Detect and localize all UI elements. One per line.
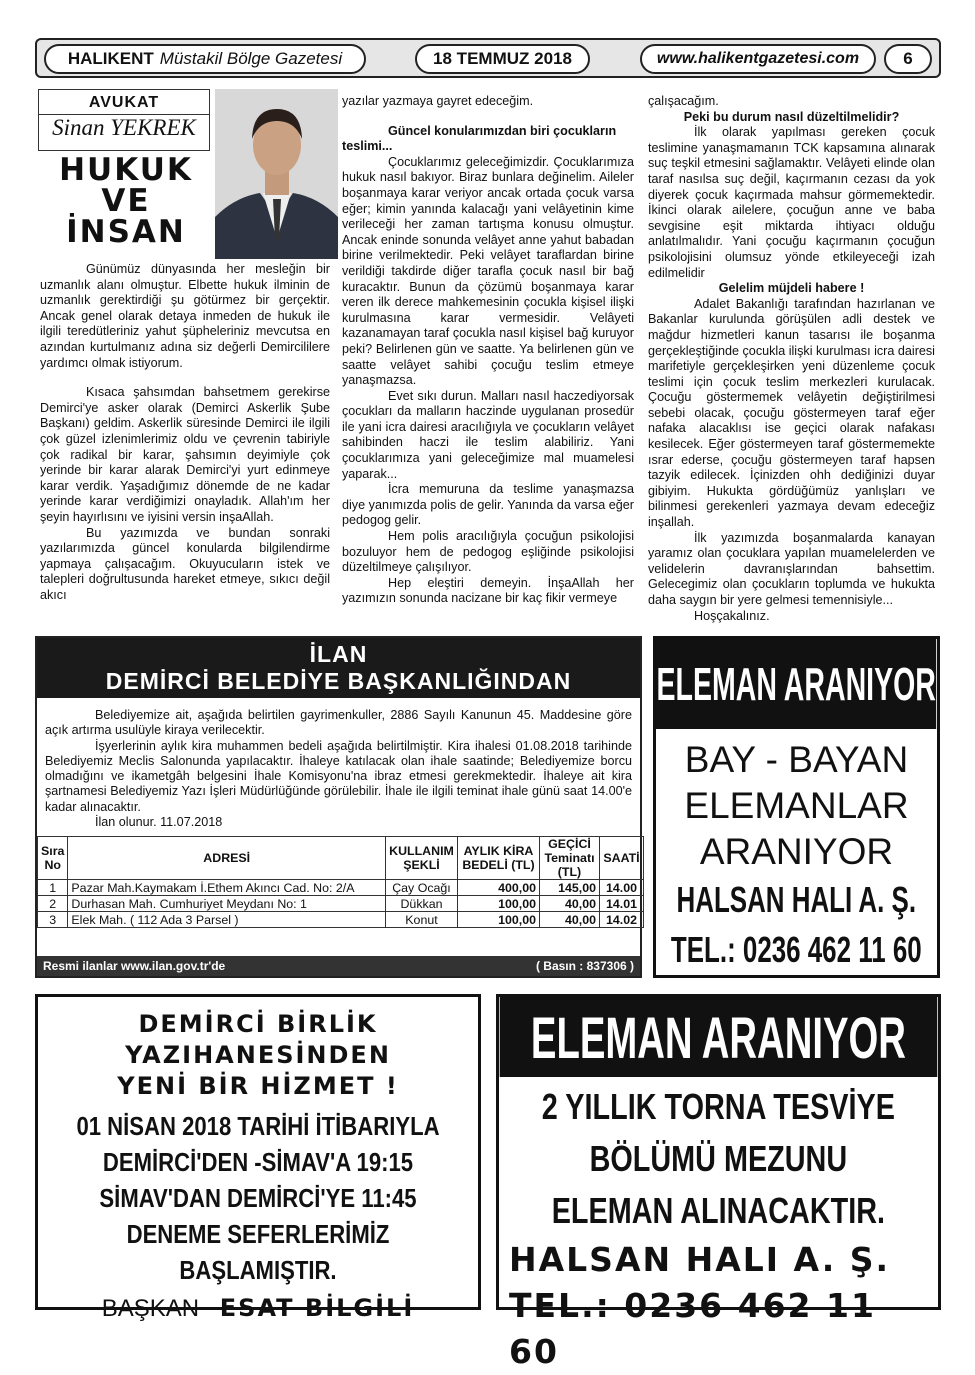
column-title-line: İNSAN: [66, 214, 186, 250]
footer-left: Resmi ilanlar www.ilan.gov.tr'de: [43, 959, 226, 973]
table-cell: 1: [38, 880, 68, 896]
column-3: [648, 94, 935, 624]
table-cell: 400,00: [458, 880, 540, 896]
table-cell: 40,00: [540, 912, 600, 928]
table-cell: 14.02: [600, 912, 644, 928]
paper-title: HALIKENT: [67, 49, 154, 68]
issue-date: 18 TEMMUZ 2018: [415, 44, 590, 74]
ad-line: ELEMANLAR: [684, 785, 909, 826]
ad-line: 2 YILLIK TORNA TESVİYE: [541, 1086, 896, 1127]
paragraph: Adalet Bakanlığı tarafından hazırlanan ve Bakanlar kurulunda görüşülen adli destek ve mağdur hizmetleri kanun tasarısı ile boşanma gerçekleştiğinde çocukla ilişki kurulması icra dairesi marifetiyle gerçekleşirken yeni düzenleme çocuk teslimi için çocuk teslim merkezleri kurulacak. Çocuğu göstermemek velâyetin değiştirilmesi sebebi olacak, çocuğu göstermeyen taraf eğer nafaka alacaklısı ise geçici olarak nafakası kesilecek. Eğer göstermeyen taraf göstermemekte ısrar ederse, çocuğu göstermeyen taraf hapsen tazyik edilecek. İçinizden ohh dediğinizi duyar gibiyim. Hukukta gördüğümüz yanlışları ve bilinmesi gerekenleri yazmaya devam edeceğiz inşallah.: [648, 296, 935, 530]
table-header: Sıra No: [38, 837, 68, 880]
paragraph: Hem polis aracılığıyla çocuğun psikolojisi bozuluyor hem de pedogog eşliğinde psikolojisi düzeltilmeye çalışılıyor.: [342, 529, 634, 575]
paragraph: Belediyemize ait, aşağıda belirtilen gayrimenkuller, 2886 Sayılı Kanunun 45. Maddesine göre açık artırma usulüyle kiraya verilecektir.: [45, 708, 632, 738]
table-cell: Çay Ocağı: [386, 880, 458, 896]
table-cell: Durhasan Mah. Cumhuriyet Meydanı No: 1: [68, 896, 386, 912]
ad-line: 01 NİSAN 2018 TARİHİ İTİBARIYLA: [76, 1111, 440, 1141]
paragraph: İlk yazımızda boşanmalarda kanayan yaramız olan çocuklara yapılan muamelelerden ve velidelerin davranışlarından bahsettim. Gelecegimiz olan çocukların toplumda ve hukukta daha saygın bir yere gelmesi temennisiyle...: [648, 530, 935, 607]
paragraph: İşyerlerinin aylık kira muhammen bedeli aşağıda belirtilmiştir. Kira ihalesi 01.08.2018 tarihinde Belediyemiz Meclis Salonunda yapılacaktır. İhaleye katılacak olan ihale saatinde; Belediyemize borcu olmadığını ve ikametgâh belgesini İhale Komisyonu'na ibraz etmesi gerekmektedir. İhaleye ait kira şartnamesi Belediyemiz Yazı İşleri Müdürlüğünde görülebilir. İhale ile ilgili teminat ihale günü saat 14.00'e kadar alınacaktır.: [45, 738, 632, 814]
column-2: [342, 94, 634, 607]
ad-line: ELEMAN ALINACAKTIR.: [551, 1190, 886, 1231]
ad-line: DENEME SEFERLERİMİZ: [126, 1219, 390, 1249]
table-header-row: [38, 837, 644, 880]
table-header: SAATİ: [600, 837, 644, 880]
paragraph: Bu yazımızda ve bundan sonraki yazılarımızda güncel konularda bilgilendirme yapmaya çalışacağım. Okuyucuların istek ve talepleri doğrultusunda hareket etmeye, sıkıcı değil akıcı: [40, 525, 330, 602]
table-header: GEÇİCİ Teminatı (TL): [540, 837, 600, 880]
table-cell: 100,00: [458, 912, 540, 928]
page-number: 6: [884, 44, 932, 74]
table-cell: 14.01: [600, 896, 644, 912]
table-header: KULLANIM ŞEKLİ: [386, 837, 458, 880]
paper-subtitle: Müstakil Bölge Gazetesi: [159, 49, 343, 68]
notice-footer: [37, 956, 640, 976]
ad-line: YENİ BİR HİZMET !: [117, 1072, 399, 1100]
ad-line: DEMİRCİ BİRLİK: [138, 1010, 378, 1038]
ad-phone: TEL.: 0236 462 11 60: [671, 929, 922, 970]
paragraph: Evet sıkı durun. Malları nasıl haczediyorsak çocukları da malların haczinde uygulanan prosedür ile yani icra dairesi aracılığıyla ve çocukların velâyet sahibinden haczi ile teslim alabiliriz. Yani çocuklarımıza yani geleceğimize mal muamelesi yaparak...: [342, 388, 634, 481]
ad-signature: [38, 1292, 478, 1325]
column-title: [38, 152, 214, 250]
author-photo: [215, 89, 338, 259]
paragraph: Günümüz dünyasında her mesleğin bir uzmanlık alanı olmuştur. Elbette hukuk ilminin de uzmanlık gerektirdiği şu götürmez bir gerçektir. Ancak genel olarak detaya inmeden de hukuk ile ilgili teredütleriniz yahut şüpheleriniz mevcutsa en azından kurtulmanız adına siz değerli Demircililere yardımcı olmak istiyorum.: [40, 262, 330, 370]
column-1: [40, 262, 330, 603]
sign-name: ESAT BİLGİLİ: [219, 1294, 415, 1322]
table-cell: 14.00: [600, 880, 644, 896]
table-header: AYLIK KİRA BEDELİ (TL): [458, 837, 540, 880]
service-ad: [35, 994, 481, 1322]
sign-off: Hoşçakalınız.: [694, 608, 770, 623]
official-notice: [35, 636, 642, 978]
ad-company: HALSAN HALI A. Ş.: [509, 1240, 891, 1279]
website-link[interactable]: www.halikentgazetesi.com: [640, 44, 876, 74]
notice-header: [37, 638, 640, 698]
ad-line: ARANIYOR: [699, 831, 894, 872]
notice-subtitle: DEMİRCİ BELEDİYE BAŞKANLIĞINDAN: [105, 668, 572, 694]
paragraph: yazılar yazmaya gayret edeceğim.: [342, 94, 534, 108]
footer-right: ( Basın : 837306 ): [535, 959, 634, 973]
table-cell: Konut: [386, 912, 458, 928]
paragraph: Kısaca şahsımdan bahsetmem gerekirse Demirci'ye asker olarak (Demirci Askerlik Şube Başkanı) geldim. Askerlik süresinde Demirci ile ilgili çok güzel izlenimlerimiz oldu ve çevrenin tabiriyle çok radikal bir karar, şahsımın deyimiyle çok yerinde bir karar alarak Demirci'yi yurt edinmeye karar verdik. Yaşadığımız dönemde de ne kadar yerinde karar verdiğimizi onayladık. Allah'ım her şeyin hayırlısını ve iyisini versin inşaAllah.: [40, 385, 330, 524]
table-cell: Elek Mah. ( 112 Ada 3 Parsel ): [68, 912, 386, 928]
subheading: Gelelim müjdeli habere !: [718, 281, 865, 296]
table-row: [38, 896, 644, 912]
ad-phone: TEL.: 0236 462 11 60: [509, 1286, 876, 1371]
property-table: [37, 836, 644, 928]
table-header: ADRESİ: [68, 837, 386, 880]
table-cell: Pazar Mah.Kaymakam İ.Ethem Akıncı Cad. No: 2/A: [68, 880, 386, 896]
paragraph: İlan olunur. 11.07.2018: [95, 815, 223, 830]
ad-line: YAZIHANESİNDEN: [125, 1041, 391, 1069]
author-role: AVUKAT: [88, 94, 160, 111]
notice-body: [37, 698, 640, 830]
sign-role: BAŞKAN: [101, 1295, 200, 1322]
table-cell: 145,00: [540, 880, 600, 896]
table-cell: 3: [38, 912, 68, 928]
ad-line: SİMAV'DAN DEMİRCİ'YE 11:45: [99, 1183, 417, 1213]
ad-title: ELEMAN ARANIYOR: [500, 997, 937, 1077]
notice-title: İLAN: [309, 641, 368, 667]
table-row: [38, 912, 644, 928]
column-title-line: HUKUK: [59, 152, 193, 188]
table-cell: 40,00: [540, 896, 600, 912]
table-cell: Dükkan: [386, 896, 458, 912]
column-title-line: VE: [101, 183, 151, 219]
paragraph: Hep eleştiri demeyin. İnşaAllah her yazımızın sonunda nacizane bir kaç fikir vermeye: [342, 575, 634, 606]
author-name: Sinan YEKREK: [39, 114, 209, 141]
subheading: Peki bu durum nasıl düzeltilmelidir?: [683, 109, 900, 124]
subheading: Güncel konularımızdan biri çocukların teslimi...: [342, 123, 617, 154]
job-ad-2: [496, 994, 941, 1371]
ad-line: BAŞLAMIŞTIR.: [179, 1255, 337, 1285]
paragraph: İcra memuruna da teslime yanaşmazsa diye yanımızda polis de gelir. Yanında da varsa eğer pedogog gelir.: [342, 482, 634, 528]
paragraph: İlk olarak yapılması gereken çocuk teslimine yanaşmamanın TCK kapsamına alınarak suç teşkil etmesini sağlamaktır. Velâyeti elinde olan taraf nasılsa suç değil, kaçırmanın cezası da yok diyerek çocuk kaçırmada mahsur görmemektedir. İkinci olarak ailelere, çocuğun anne ve baba sevgisine eşit miktarda ihtiyacı olduğu anlatılmalıdır. Yani çocuğu kaçırmanın çocuğun psikolojisini olumsuz yönde etkileyeceği izah edilmelidir: [648, 125, 935, 280]
author-card: [38, 89, 210, 151]
author-box: [38, 89, 214, 259]
ad-line: BÖLÜMÜ MEZUNU: [589, 1138, 848, 1179]
ad-company: HALSAN HALI A. Ş.: [676, 879, 917, 920]
table-row: [38, 880, 644, 896]
job-ad-1: [653, 636, 940, 978]
ad-title: ELEMAN ARANIYOR: [656, 639, 936, 729]
ad-line: BAY - BAYAN: [684, 739, 909, 780]
paper-name: [44, 44, 366, 74]
paragraph: çalışacağım.: [648, 94, 719, 108]
table-cell: 2: [38, 896, 68, 912]
paragraph: Çocuklarımız geleceğimizdir. Çocuklarımıza hukuk nasıl bakıyor. Biraz bunlara değinelim. Aileler boşanmaya karar veriyor ancak ortada çocuk varsa eğer; kimin yanında kalacağı yani velâyetinin kime verileceği her zaman tartışma konusu olmuştur. Ancak eninde sonunda velâyet anne yahut babadan birine verilmektedir. Peki velâyet taraflardan birine verildiği takdirde diğer tarafla çocuk nasıl bir bağ kuracaktır. Bunun da çözümü boşanmaya karar veren ilk derece mahkemesinin çocukla kişisel ilişki kurulmasına karar vermesidir. Velâyeti kazanamayan taraf çocukla nasıl kişisel bağ kuruyor peki? Belirlenen gün ve saatte. Ya belirlenen gün ve saatte velâyet sahibi çocuğu teslim etmeye yanaşmazsa.: [342, 154, 634, 388]
ad-line: DEMİRCİ'DEN -SİMAV'A 19:15: [102, 1147, 414, 1177]
table-cell: 100,00: [458, 896, 540, 912]
